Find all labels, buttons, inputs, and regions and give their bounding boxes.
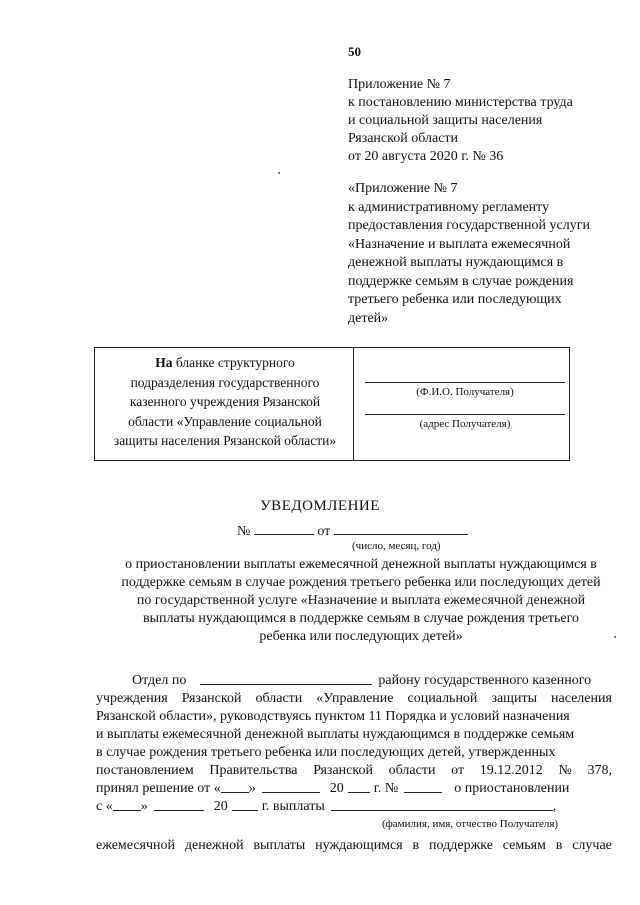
subject-line: ребенка или последующих детей»	[259, 629, 463, 644]
notice-body	[96, 672, 612, 816]
recipient-name-caption: (Ф.И.О. Получателя)	[416, 386, 514, 398]
subject-line: о приостановлении выплаты ежемесячной денежной выплаты нуждающимся в	[125, 557, 597, 572]
notice-number-field[interactable]	[254, 522, 314, 535]
recipient-address-field[interactable]	[365, 414, 565, 415]
box-divider	[353, 348, 354, 460]
appendix-line: от 20 августа 2020 г. № 36	[348, 149, 504, 164]
body-line: Рязанской области», руководствуясь пунктом 11 Порядка и условий назначения	[96, 709, 570, 724]
body-word: в	[555, 838, 563, 853]
decision-month-field[interactable]	[262, 780, 320, 793]
decision-number-field[interactable]	[404, 780, 442, 793]
body-word: денежной	[184, 838, 244, 853]
regulation-line: «Приложение № 7	[348, 181, 458, 196]
letterhead-line: казенного учреждения Рязанской	[129, 394, 321, 409]
body-word: социальной	[407, 691, 478, 706]
regulation-line: «Назначение и выплата ежемесячной	[348, 236, 571, 252]
notice-number-line	[237, 522, 468, 540]
letterhead-text	[99, 353, 351, 451]
page-number: 50	[348, 44, 361, 59]
letterhead-line: области «Управление социальной	[128, 413, 322, 429]
recipient-address-caption: (адрес Получателя)	[419, 418, 511, 430]
body-text-segment: с «	[96, 799, 113, 814]
body-word: «Управление	[316, 691, 394, 706]
body-word: случае	[572, 838, 612, 853]
suspend-year-field[interactable]	[232, 798, 258, 811]
body-word: Рязанской	[313, 763, 373, 778]
body-word: постановлением	[96, 763, 194, 778]
district-field[interactable]	[200, 672, 372, 685]
body-line	[96, 838, 612, 854]
letterhead-box	[94, 347, 570, 461]
suspend-day-field[interactable]	[113, 798, 141, 811]
regulation-line: предоставления государственной услуги	[348, 218, 590, 233]
fio-caption: (фамилия, имя, отчество Получателя)	[382, 818, 559, 830]
body-text-segment: ,	[552, 799, 557, 814]
subject-line: выплаты нуждающимся в поддержке семьям в случае рождения третьего	[142, 611, 580, 626]
body-line	[96, 780, 612, 798]
appendix-line: и социальной защиты населения	[348, 113, 543, 128]
notice-subject	[96, 556, 626, 646]
decision-year-field[interactable]	[348, 780, 370, 793]
body-text-segment: »	[248, 781, 256, 796]
appendix-line: Рязанской области	[348, 131, 459, 146]
body-text-segment: 20	[329, 781, 344, 796]
body-text-segment: району государственного казенного	[378, 673, 592, 688]
body-word: области	[388, 763, 436, 778]
notice-title: УВЕДОМЛЕНИЕ	[260, 498, 380, 514]
body-word: 378,	[587, 763, 612, 778]
body-word: Правительства	[209, 763, 298, 778]
body-text-segment: г. №	[373, 781, 399, 796]
scan-speck	[278, 172, 280, 174]
date-caption: (число, месяц, год)	[352, 540, 441, 552]
body-line	[96, 672, 612, 690]
recipient-name-field[interactable]	[365, 382, 565, 383]
recipient-fio-field[interactable]	[331, 798, 553, 811]
regulation-line: поддержке семьям в случае рождения	[348, 273, 574, 289]
scan-speck	[614, 636, 616, 638]
body-text-segment: Отдел по	[132, 673, 187, 688]
body-text-segment: г. выплаты	[261, 799, 325, 814]
body-word: 19.12.2012	[479, 763, 543, 778]
subject-line: по государственной услуге «Назначение и выплата ежемесячной денежной	[136, 593, 586, 608]
from-label: от	[317, 524, 331, 539]
body-text-segment: принял решение от «	[96, 781, 221, 796]
regulation-line: третьего ребенка или последующих	[348, 292, 562, 307]
body-line: в случае рождения третьего ребенка или последующих детей, утвержденных	[96, 745, 556, 760]
regulation-line: денежной выплаты нуждающимся в	[348, 255, 564, 270]
body-text-segment: »	[140, 799, 148, 814]
body-word: в	[412, 838, 420, 853]
regulation-line: к административному регламенту	[348, 199, 550, 215]
decision-day-field[interactable]	[221, 780, 249, 793]
number-label: №	[237, 524, 251, 539]
appendix-reference	[348, 76, 628, 166]
body-text-segment: о приостановлении	[454, 781, 570, 796]
appendix-line: к постановлению министерства труда	[348, 95, 573, 110]
regulation-line: детей»	[348, 310, 389, 326]
body-line	[96, 762, 612, 780]
body-word: защиты	[491, 691, 537, 706]
suspend-month-field[interactable]	[154, 798, 204, 811]
body-word: нуждающимся	[315, 838, 403, 853]
body-line	[96, 798, 612, 816]
subject-line: поддержке семьям в случае рождения третьего ребенка или последующих детей	[121, 575, 601, 590]
notice-date-field[interactable]	[334, 522, 468, 535]
body-word: Рязанской	[181, 691, 242, 706]
body-word: семьям	[502, 838, 546, 853]
body-word: поддержке	[429, 838, 493, 853]
appendix-line: Приложение № 7	[348, 77, 451, 92]
body-word: ежемесячной	[96, 838, 176, 853]
body-word: выплаты	[253, 838, 306, 853]
letterhead-bold-word: На	[155, 355, 173, 370]
body-line	[96, 690, 612, 708]
body-word: учреждения	[96, 691, 168, 706]
letterhead-line: защиты населения Рязанской области»	[113, 433, 337, 448]
body-line: и выплаты ежемесячной денежной выплаты нуждающимся в поддержке семьям	[96, 727, 575, 742]
letterhead-line	[99, 353, 351, 373]
regulation-reference	[348, 180, 628, 328]
body-text-segment: 20	[213, 799, 228, 814]
body-word: от	[451, 763, 465, 778]
letterhead-line-rest: бланке структурного	[172, 355, 295, 370]
body-word: населения	[551, 691, 612, 706]
body-word: области	[255, 691, 303, 706]
body-word: №	[558, 763, 572, 778]
letterhead-line: подразделения государственного	[130, 374, 320, 390]
